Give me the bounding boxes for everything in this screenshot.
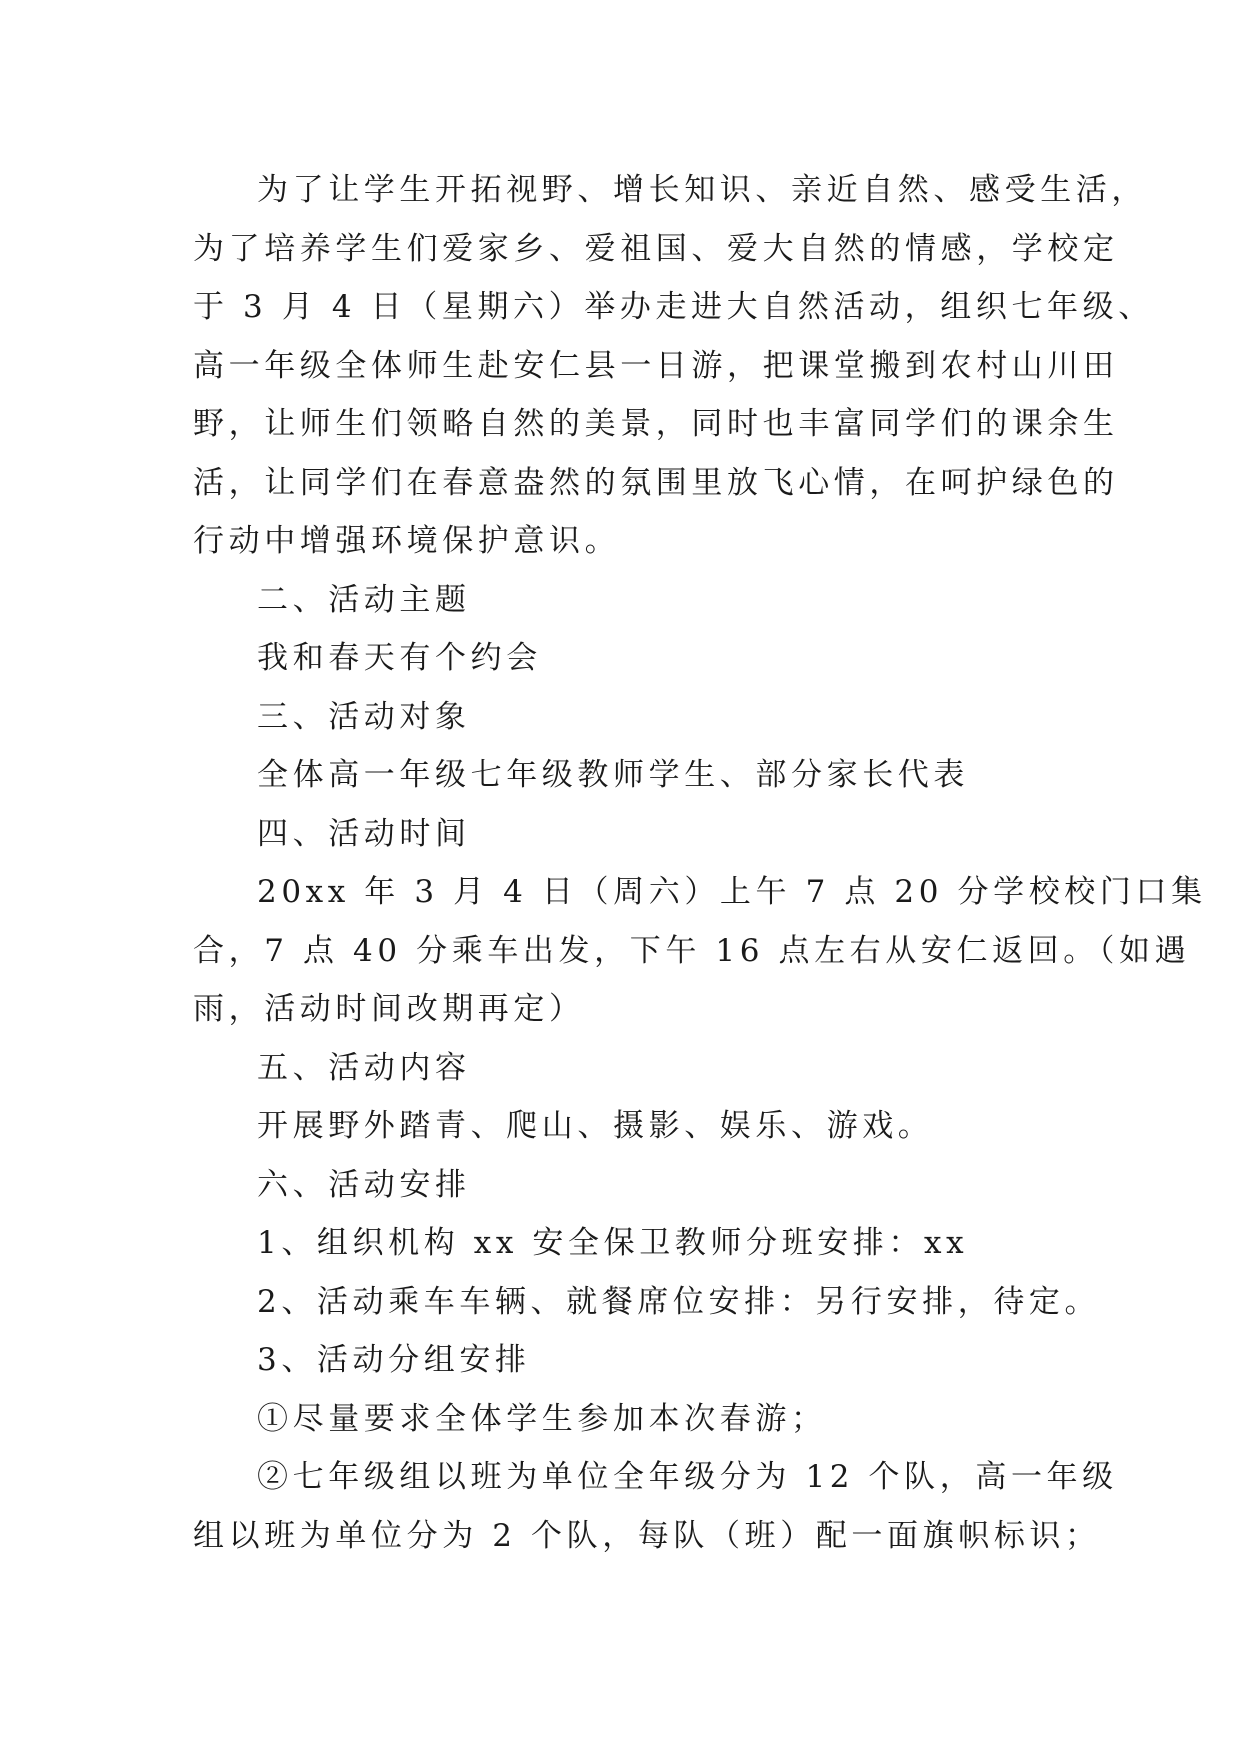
text-line: 合，7 点 40 分乘车出发，下午 16 点左右从安仁返回。（如遇 (193, 932, 1191, 969)
text-line: 20xx 年 3 月 4 日（周六）上午 7 点 20 分学校校门口集 (257, 874, 1207, 910)
text-line: 为了让学生开拓视野、增长知识、亲近自然、感受生活， (257, 172, 1147, 208)
text-line: 野，让师生们领略自然的美景，同时也丰富同学们的课余生 (193, 406, 1119, 442)
text-line: 组以班为单位分为 2 个队，每队（班）配一面旗帜标识； (193, 1517, 1101, 1554)
section-body-time (193, 863, 1207, 1039)
section-heading-theme: 二、活动主题 (257, 581, 471, 618)
text-line: 高一年级全体师生赴安仁县一日游，把课堂搬到农村山川田 (193, 347, 1119, 384)
section-body-participants: 全体高一年级七年级教师学生、部分家长代表 (257, 757, 969, 793)
section-body-theme: 我和春天有个约会 (257, 640, 542, 676)
list-item: 3、活动分组安排 (257, 1342, 531, 1378)
text-line: 于 3 月 4 日（星期六）举办走进大自然活动，组织七年级、 (193, 289, 1154, 325)
list-item (193, 1448, 1118, 1565)
text-line: 为了培养学生们爱家乡、爱祖国、爱大自然的情感，学校定 (193, 230, 1119, 267)
list-item: 2、活动乘车车辆、就餐席位安排：另行安排，待定。 (257, 1283, 1101, 1320)
text-line: 雨，活动时间改期再定） (193, 991, 585, 1027)
section-heading-time: 四、活动时间 (257, 815, 471, 852)
text-line: 行动中增强环境保护意识。 (193, 523, 621, 559)
document-body (193, 161, 1207, 1565)
section-heading-arrangement: 六、活动安排 (257, 1166, 471, 1203)
list-item: 1、组织机构 xx 安全保卫教师分班安排：xx (257, 1225, 969, 1261)
section-heading-participants: 三、活动对象 (257, 698, 471, 735)
section-body-content: 开展野外踏青、爬山、摄影、娱乐、游戏。 (257, 1108, 934, 1144)
text-line: ②七年级组以班为单位全年级分为 12 个队，高一年级 (257, 1459, 1118, 1495)
intro-paragraph (193, 161, 1154, 571)
list-item: ①尽量要求全体学生参加本次春游； (257, 1400, 827, 1437)
section-heading-content: 五、活动内容 (257, 1049, 471, 1086)
text-line: 活，让同学们在春意盎然的氛围里放飞心情，在呵护绿色的 (193, 464, 1119, 501)
